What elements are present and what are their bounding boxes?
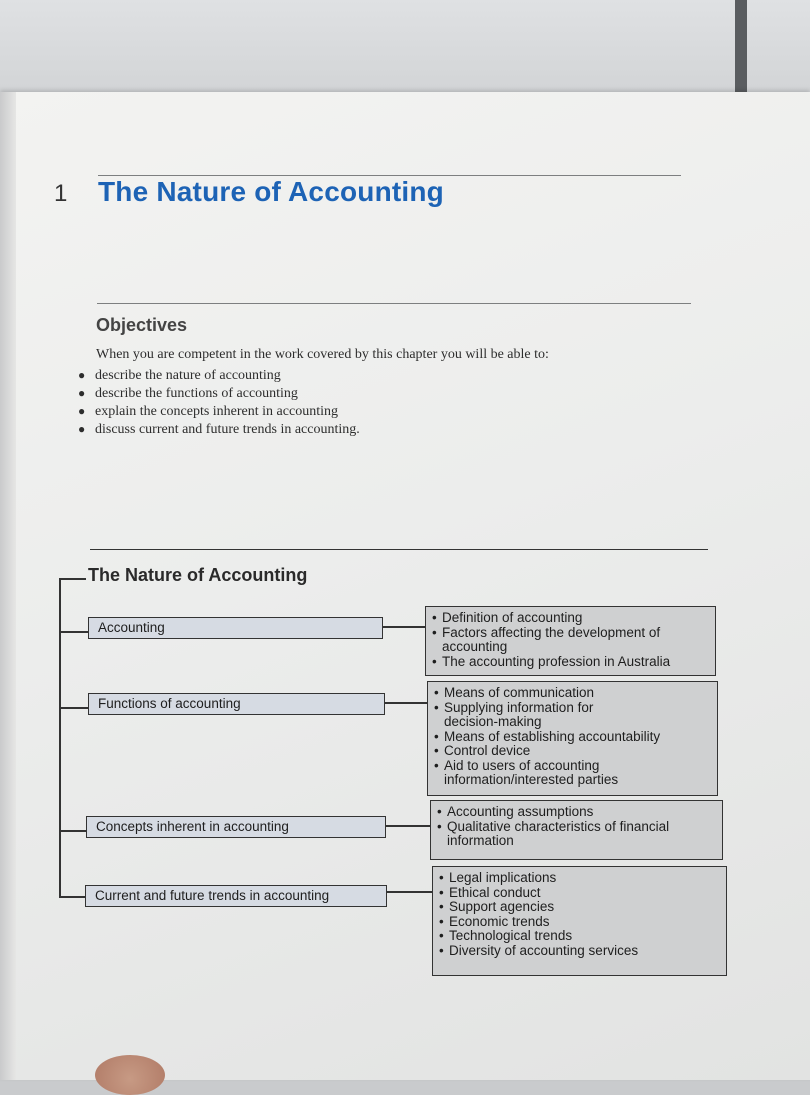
objective-text: describe the nature of accounting <box>95 368 281 383</box>
diagram-title: The Nature of Accounting <box>88 565 308 585</box>
objective-text: discuss current and future trends in accounting. <box>95 422 360 437</box>
branch-connector <box>60 896 85 898</box>
detail-item: • Means of communication <box>434 686 709 701</box>
detail-item <box>434 715 709 730</box>
detail-item: • Qualitative characteristics of financial <box>437 820 714 835</box>
branch-box-trends: Current and future trends in accounting <box>85 885 387 907</box>
diagram-title-connector <box>60 578 86 580</box>
diagram-rule <box>90 549 708 550</box>
objective-text: explain the concepts inherent in accounting <box>95 404 338 419</box>
finger-thumb <box>95 1055 165 1095</box>
bullet-icon: ● <box>78 422 86 436</box>
background-object <box>735 0 747 95</box>
detail-item <box>434 773 709 788</box>
detail-item: • Accounting assumptions <box>437 805 714 820</box>
page-gutter <box>0 92 16 1080</box>
detail-item: • Definition of accounting <box>432 611 707 626</box>
objectives-intro: When you are competent in the work covered by this chapter you will be able to: <box>96 347 549 362</box>
branch-box-concepts: Concepts inherent in accounting <box>86 816 386 838</box>
detail-item: • Legal implications <box>439 871 718 886</box>
branch-link-line <box>386 825 430 827</box>
details-box-trends <box>432 866 727 976</box>
objective-text: describe the functions of accounting <box>95 386 298 401</box>
detail-item: • Diversity of accounting services <box>439 944 718 959</box>
detail-continuation: decision-making <box>444 714 542 729</box>
details-box-functions <box>427 681 718 796</box>
detail-item: • Support agencies <box>439 900 718 915</box>
branch-link-line <box>385 702 427 704</box>
branch-link-line <box>387 891 432 893</box>
objectives-rule <box>97 303 691 304</box>
detail-item: • Ethical conduct <box>439 886 718 901</box>
list-item <box>78 402 360 420</box>
detail-continuation: information/interested parties <box>444 772 619 787</box>
detail-item: • The accounting profession in Australia <box>432 655 707 670</box>
detail-item: • Economic trends <box>439 915 718 930</box>
chapter-number: 1 <box>54 180 68 207</box>
detail-item: • Means of establishing accountability <box>434 730 709 745</box>
list-item <box>78 366 360 384</box>
branch-connector <box>60 707 88 709</box>
bullet-icon: ● <box>78 404 86 418</box>
background-surface <box>0 0 810 95</box>
detail-item: • Control device <box>434 744 709 759</box>
branch-link-line <box>383 626 425 628</box>
detail-item <box>437 834 714 849</box>
details-box-concepts <box>430 800 723 860</box>
branch-box-accounting: Accounting <box>88 617 383 639</box>
detail-item <box>432 640 707 655</box>
branch-connector <box>60 631 88 633</box>
branch-box-functions: Functions of accounting <box>88 693 385 715</box>
bullet-icon: ● <box>78 368 86 382</box>
detail-continuation: information <box>447 833 514 848</box>
diagram-trunk-line <box>59 578 61 898</box>
list-item <box>78 420 360 438</box>
bullet-icon: ● <box>78 386 86 400</box>
detail-item: • Technological trends <box>439 929 718 944</box>
objectives-list <box>78 366 360 438</box>
details-box-accounting <box>425 606 716 676</box>
detail-item: • Factors affecting the development of <box>432 626 707 641</box>
chapter-title: The Nature of Accounting <box>98 176 444 207</box>
list-item <box>78 384 360 402</box>
detail-item: • Aid to users of accounting <box>434 759 709 774</box>
objectives-heading: Objectives <box>96 315 188 335</box>
branch-connector <box>60 830 86 832</box>
detail-continuation: accounting <box>442 639 508 654</box>
detail-item: • Supplying information for <box>434 701 709 716</box>
